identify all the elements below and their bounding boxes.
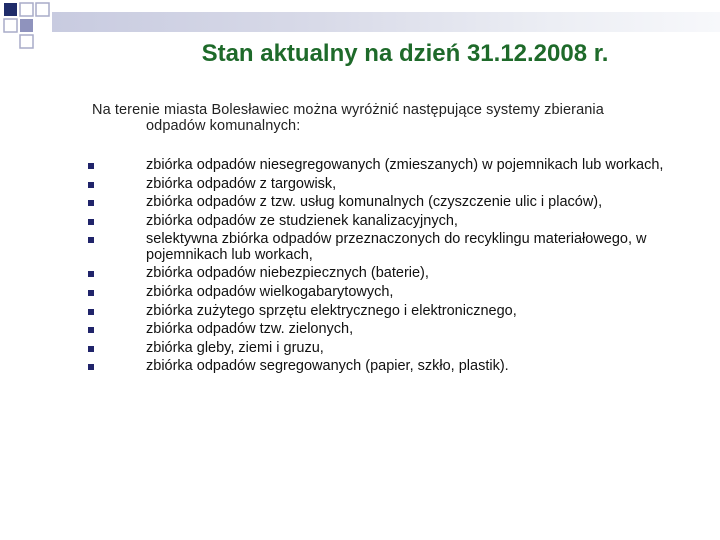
- list-item: [88, 359, 668, 375]
- intro-line-1: Na terenie miasta Bolesławiec można wyróżnić następujące systemy zbierania: [92, 102, 604, 118]
- intro-line-2: odpadów komunalnych:: [146, 118, 301, 134]
- list-item-text: zbiórka odpadów tzw. zielonych,: [146, 321, 354, 338]
- square-bullet-icon: [88, 271, 94, 277]
- square-bullet-icon: [88, 364, 94, 370]
- list-item: [88, 304, 668, 320]
- list-item: [88, 285, 668, 301]
- list-item: [88, 341, 668, 357]
- list-item: [88, 158, 668, 174]
- list-item-text: zbiórka odpadów wielkogabarytowych,: [146, 284, 394, 301]
- list-item: [88, 232, 668, 263]
- square-bullet-icon: [88, 309, 94, 315]
- header-gradient-bar: [52, 12, 720, 32]
- list-item-text: zbiórka odpadów segregowanych (papier, szkło, plastik).: [146, 358, 509, 375]
- list-item-text: selektywna zbiórka odpadów przeznaczonych do recyklingu materiałowego, w pojemnikach lub workach,: [146, 231, 647, 263]
- list-item-text: zbiórka odpadów niesegregowanych (zmieszanych) w pojemnikach lub workach,: [146, 157, 664, 173]
- collection-systems-list: [88, 158, 668, 378]
- square-bullet-icon: [88, 163, 94, 169]
- list-item: [88, 177, 668, 193]
- list-item-text: zbiórka odpadów ze studzienek kanalizacyjnych,: [146, 212, 458, 229]
- list-item: [88, 266, 668, 282]
- list-item: [88, 214, 668, 230]
- square-bullet-icon: [88, 200, 94, 206]
- square-bullet-icon: [88, 290, 94, 296]
- list-item-text: zbiórka gleby, ziemi i gruzu,: [146, 339, 324, 356]
- slide-title: Stan aktualny na dzień 31.12.2008 r.: [201, 40, 609, 67]
- list-item-text: zbiórka odpadów niebezpiecznych (baterie),: [146, 265, 429, 282]
- list-item-text: zbiórka zużytego sprzętu elektrycznego i elektronicznego,: [146, 302, 517, 319]
- intro-paragraph: [92, 102, 682, 134]
- list-item-text: zbiórka odpadów z tzw. usług komunalnych (czyszczenie ulic i placów),: [146, 194, 603, 211]
- square-bullet-icon: [88, 327, 94, 333]
- square-bullet-icon: [88, 346, 94, 352]
- list-item: [88, 322, 668, 338]
- list-item-text: zbiórka odpadów z targowisk,: [146, 175, 337, 192]
- square-bullet-icon: [88, 219, 94, 225]
- square-bullet-icon: [88, 237, 94, 243]
- square-bullet-icon: [88, 182, 94, 188]
- list-item: [88, 195, 668, 211]
